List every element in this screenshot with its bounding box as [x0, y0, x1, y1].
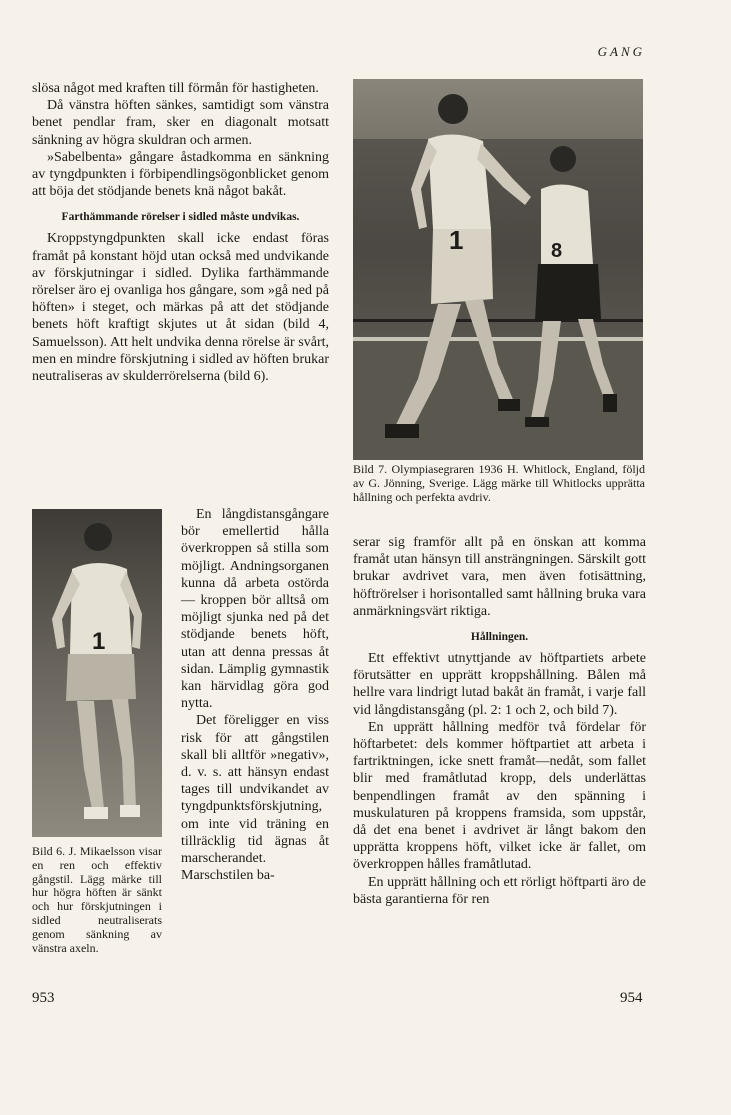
paragraph: En långdistansgångare bör emellertid hålla överkroppen så stilla som möjligt. Andningsorganen kunna då arbeta ostörda — kroppen bör alltså om möjligt sjunka ned på det stödjande benets höft, utan att denna pressas åt sidan. Lämplig gymnastik kan härvidlag göra god nytta. [181, 507, 329, 712]
paragraph: »Sabelbenta» gångare åstadkomma en sänkning av tyngdpunkten i förbipendlingsögonblicket genom att böja det stödjande benets knä något bakåt. [32, 149, 329, 200]
left-column [32, 80, 329, 385]
paragraph: En upprätt hållning och ett rörligt höftparti äro de bästa garantierna för ren [353, 874, 646, 907]
caption-bild-6: Bild 6. J. Mikaelsson visar en ren och effektiv gångstil. Lägg märke till hur högra höften är sänkt och hur förskjutningen i sidled neutraliserats genom sänkning av vänstra axeln. [32, 844, 162, 955]
right-column [353, 534, 646, 908]
paragraph: Ett effektivt utnyttjande av höftpartiets arbete förutsätter en upprätt kroppshållning. Bålen må hellre vara lindrigt lutad bakåt än framåt, i varje fall vid långdistansgång (pl. 2: 1 och 2, och bild 7). [353, 651, 646, 718]
paragraph: En upprätt hållning medför två fördelar för höftarbetet: dels kommer höftpartiet att arbeta i fartriktningen, icke snett framåt—nedåt, som fallet blir med framåtlutad kropp, dels underlättas benpendlingen framåt av den spänning i muskulaturen på kroppens framsida, som uppstår, då det ena benet i avdrivet är långt bakom den upprätta kroppens höft, vilket icke är fallet, om överkroppen hålles framåtlutad. [353, 719, 646, 873]
photo-bild-6 [32, 509, 162, 837]
caption-bild-7: Bild 7. Olympiasegraren 1936 H. Whitlock, England, följd av G. Jönning, Sverige. Lägg märke till Whitlocks upprätta hållning och perfekta avdriv. [353, 462, 645, 504]
paragraph: slösa något med kraften till förmån för hastigheten. [32, 81, 319, 96]
paragraph: serar sig framför allt på en önskan att komma framåt utan hänsyn till ansträngningen. Särskilt gott brukar avdrivet vara, men även fotisättning, höftrörelser i horisontalled samt hållning bruka vara anmärkningsvärt riktiga. [353, 535, 646, 619]
running-header: GANG [597, 44, 645, 59]
paragraph: Kroppstyngdpunkten skall icke endast föras framåt på konstant höjd utan också med undvikande av förskjutningar i sidled. Dylika farthämmande rörelser äro ej ovanliga hos gångare, som »gå ned på höften» i steget, och märkas på att det stödjande benets höft kraftigt skjutes ut åt sidan (bild 4, Samuelsson). Att helt undvika denna rörelse är svårt, men en mindre förskjutning i sidled av höften brukar neutraliseras av skulderrörelserna (bild 6). [32, 231, 329, 385]
page-number-right: 954 [620, 990, 643, 1006]
photo-bild-7 [353, 79, 643, 460]
paragraph: Det föreligger en viss risk för att gångstilen skall bli alltför »negativ», d. v. s. att hänsyn endast tages till undvikandet av tyngdpunktsförskjutning, om inte vid träning en tillräcklig tid ägnas åt marscherandet. Marschstilen ba- [181, 713, 329, 884]
bib-number: 1 [92, 628, 106, 655]
page-number-left: 953 [32, 990, 55, 1006]
bib-number: 1 [449, 225, 464, 255]
left-narrow-column [181, 506, 329, 884]
subheading: Farthämmande rörelser i sidled måste undvikas. [61, 211, 300, 224]
bib-number: 8 [551, 240, 563, 262]
subheading: Hållningen. [470, 631, 529, 644]
paragraph: Då vänstra höften sänkes, samtidigt som vänstra benet pendlar fram, sker en diagonalt motsatt sänkning av högra skuldran och armen. [32, 98, 329, 148]
